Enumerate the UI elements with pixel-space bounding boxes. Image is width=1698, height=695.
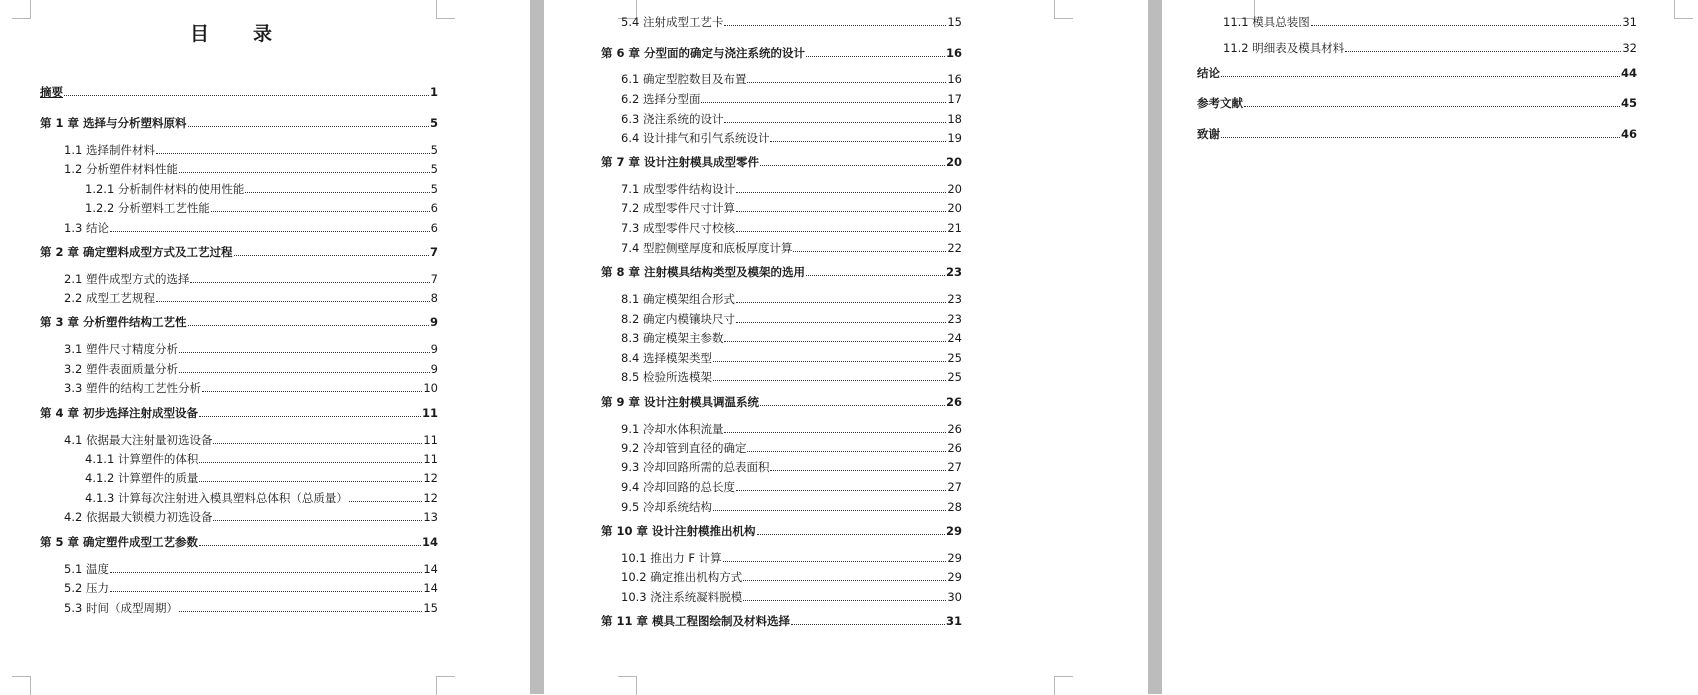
toc-dot-leader: [179, 372, 430, 373]
toc-entry-title: 参考文献: [1197, 96, 1243, 110]
toc-section-entry[interactable]: [85, 471, 438, 485]
toc-section-entry[interactable]: [621, 570, 962, 584]
toc-chapter-entry[interactable]: [601, 614, 962, 628]
toc-page-number: 20: [947, 201, 962, 215]
toc-page-number: 23: [945, 265, 962, 279]
crop-mark: [436, 0, 455, 19]
toc-section-entry[interactable]: [64, 562, 438, 576]
toc-dot-leader: [156, 153, 430, 154]
toc-page-number: 25: [947, 351, 962, 365]
toc-chapter-entry[interactable]: [601, 46, 962, 60]
toc-page-number: 5: [430, 182, 438, 196]
toc-chapter-entry[interactable]: [601, 395, 962, 409]
toc-section-entry[interactable]: [621, 182, 962, 196]
toc-page-number: 12: [423, 491, 438, 505]
toc-page-number: 29: [947, 570, 962, 584]
crop-mark: [1054, 0, 1073, 19]
toc-dot-leader: [188, 126, 429, 127]
toc-entry-title: 10.1 推出力 F 计算: [621, 551, 722, 565]
toc-dot-leader: [64, 95, 429, 96]
toc-entry-title: 1.2.1 分析制件材料的使用性能: [85, 182, 245, 196]
toc-page-number: 24: [947, 331, 962, 345]
toc-dot-leader: [202, 391, 422, 392]
toc-entry-title: 6.4 设计排气和引气系统设计: [621, 131, 770, 145]
toc-section-entry[interactable]: [64, 272, 438, 286]
toc-entry-title: 11.1 模具总装图: [1223, 15, 1310, 29]
toc-page-number: 29: [947, 551, 962, 565]
toc-dot-leader: [110, 572, 422, 573]
toc-entry-title: 10.2 确定推出机构方式: [621, 570, 743, 584]
document-page-3: [1162, 0, 1698, 694]
toc-page-number: 10: [423, 381, 438, 395]
toc-entry-title: 2.1 塑件成型方式的选择: [64, 272, 190, 286]
toc-section-entry[interactable]: [85, 491, 438, 505]
toc-page-number: 9: [430, 362, 438, 376]
toc-section-entry[interactable]: [621, 131, 962, 145]
toc-entry-title: 8.2 确定内模镶块尺寸: [621, 312, 735, 326]
toc-entry-title: 1.2.2 分析塑料工艺性能: [85, 201, 210, 215]
toc-entry-title: 8.1 确定模架组合形式: [621, 292, 735, 306]
toc-dot-leader: [213, 520, 422, 521]
toc-dot-leader: [179, 611, 422, 612]
toc-page-number: 7: [429, 245, 438, 259]
toc-page-number: 28: [947, 500, 962, 514]
toc-entry-title: 4.2 依据最大锁模力初选设备: [64, 510, 213, 524]
toc-page-number: 5: [430, 162, 438, 176]
toc-page-number: 1: [429, 85, 438, 99]
toc-section-entry[interactable]: [85, 182, 438, 196]
toc-dot-leader: [736, 192, 946, 193]
toc-dot-leader: [1244, 106, 1620, 107]
toc-page-number: 7: [430, 272, 438, 286]
toc-section-entry[interactable]: [1223, 15, 1637, 29]
toc-entry-title: 6.1 确定型腔数目及布置: [621, 72, 747, 86]
toc-entry-title: 第 1 章 选择与分析塑料原料: [40, 116, 187, 130]
toc-chapter-entry[interactable]: [40, 406, 438, 420]
toc-dot-leader: [179, 172, 430, 173]
toc-entry-title: 7.1 成型零件结构设计: [621, 182, 735, 196]
toc-entry-title: 5.1 温度: [64, 562, 109, 576]
toc-page-number: 17: [947, 92, 962, 106]
toc-section-entry[interactable]: [621, 201, 962, 215]
toc-section-entry[interactable]: [621, 370, 962, 384]
toc-section-entry[interactable]: [621, 331, 962, 345]
toc-page-number: 18: [947, 112, 962, 126]
toc-entry-title: 4.1.3 计算每次注射进入模具塑料总体积（总质量）: [85, 491, 348, 505]
toc-entry-title: 第 3 章 分析塑件结构工艺性: [40, 315, 187, 329]
toc-dot-leader: [806, 275, 945, 276]
toc-page-number: 44: [1620, 66, 1637, 80]
toc-page-number: 31: [945, 614, 962, 628]
toc-entry-title: 7.2 成型零件尺寸计算: [621, 201, 735, 215]
toc-dot-leader: [724, 122, 946, 123]
toc-chapter-entry[interactable]: [601, 524, 962, 538]
toc-chapter-entry[interactable]: [1197, 127, 1637, 141]
toc-section-entry[interactable]: [64, 162, 438, 176]
toc-page-number: 13: [423, 510, 438, 524]
toc-entry-title: 2.2 成型工艺规程: [64, 291, 155, 305]
crop-mark: [1054, 676, 1073, 695]
toc-page-number: 21: [947, 221, 962, 235]
toc-page-number: 27: [947, 480, 962, 494]
toc-dot-leader: [747, 451, 946, 452]
toc-dot-leader: [199, 481, 422, 482]
toc-dot-leader: [770, 141, 946, 142]
toc-page-number: 14: [421, 535, 438, 549]
toc-section-entry[interactable]: [621, 72, 962, 86]
toc-entry-title: 第 4 章 初步选择注射成型设备: [40, 406, 199, 420]
toc-entry-title: 4.1.1 计算塑件的体积: [85, 452, 199, 466]
toc-section-entry[interactable]: [621, 441, 962, 455]
toc-section-entry[interactable]: [85, 452, 438, 466]
toc-section-entry[interactable]: [64, 362, 438, 376]
toc-page-number: 22: [947, 241, 962, 255]
toc-dot-leader: [724, 432, 946, 433]
toc-dot-leader: [793, 251, 946, 252]
toc-page-number: 14: [423, 581, 438, 595]
toc-section-entry[interactable]: [64, 601, 438, 615]
toc-page-number: 26: [947, 441, 962, 455]
toc-entry-title: 9.4 冷却回路的总长度: [621, 480, 735, 494]
toc-page-number: 19: [947, 131, 962, 145]
toc-entry-title: 第 7 章 设计注射模具成型零件: [601, 155, 760, 169]
toc-section-entry[interactable]: [621, 15, 962, 29]
toc-dot-leader: [1221, 76, 1620, 77]
toc-dot-leader: [245, 192, 429, 193]
toc-section-entry[interactable]: [621, 92, 962, 106]
toc-dot-leader: [713, 510, 946, 511]
toc-entry-title: 10.3 浇注系统凝料脱模: [621, 590, 743, 604]
toc-dot-leader: [724, 341, 946, 342]
toc-entry-title: 11.2 明细表及模具材料: [1223, 41, 1345, 55]
toc-dot-leader: [234, 255, 429, 256]
toc-dot-leader: [213, 443, 422, 444]
toc-entry-title: 第 8 章 注射模具结构类型及模架的选用: [601, 265, 806, 279]
toc-dot-leader: [199, 416, 421, 417]
toc-entry-title: 1.2 分析塑件材料性能: [64, 162, 178, 176]
toc-dot-leader: [806, 56, 945, 57]
toc-page-number: 14: [423, 562, 438, 576]
toc-page-number: 30: [947, 590, 962, 604]
toc-page-number: 9: [430, 342, 438, 356]
toc-dot-leader: [747, 82, 946, 83]
toc-dot-leader: [713, 361, 946, 362]
toc-section-entry[interactable]: [64, 221, 438, 235]
toc-dot-leader: [736, 322, 946, 323]
toc-entry-title: 5.4 注射成型工艺卡: [621, 15, 724, 29]
crop-mark: [12, 0, 31, 19]
toc-entry-title: 第 9 章 设计注射模具调温系统: [601, 395, 760, 409]
toc-page-number: 16: [947, 72, 962, 86]
toc-entry-title: 3.2 塑件表面质量分析: [64, 362, 178, 376]
page-gap-left: [530, 0, 544, 694]
toc-dot-leader: [713, 380, 946, 381]
toc-page-number: 27: [947, 460, 962, 474]
toc-section-entry[interactable]: [85, 201, 438, 215]
toc-section-entry[interactable]: [621, 112, 962, 126]
toc-dot-leader: [110, 231, 430, 232]
toc-page-number: 6: [430, 221, 438, 235]
toc-dot-leader: [736, 302, 946, 303]
crop-mark: [12, 676, 31, 695]
toc-chapter-entry[interactable]: [601, 265, 962, 279]
toc-dot-leader: [743, 580, 946, 581]
toc-chapter-entry[interactable]: [40, 116, 438, 130]
toc-entry-title: 5.3 时间（成型周期）: [64, 601, 178, 615]
toc-entry-title: 第 11 章 模具工程图绘制及材料选择: [601, 614, 791, 628]
toc-page-number: 45: [1620, 96, 1637, 110]
toc-section-entry[interactable]: [621, 422, 962, 436]
toc-chapter-entry[interactable]: [40, 315, 438, 329]
toc-dot-leader: [791, 624, 945, 625]
toc-page-number: 11: [421, 406, 438, 420]
toc-page-number: 15: [947, 15, 962, 29]
toc-chapter-entry[interactable]: [40, 85, 438, 99]
crop-mark: [436, 676, 455, 695]
toc-entry-title: 8.4 选择模架类型: [621, 351, 712, 365]
toc-entry-title: 9.3 冷却回路所需的总表面积: [621, 460, 770, 474]
toc-entry-title: 第 2 章 确定塑料成型方式及工艺过程: [40, 245, 233, 259]
toc-page-number: 11: [423, 452, 438, 466]
toc-dot-leader: [190, 282, 429, 283]
toc-dot-leader: [110, 591, 422, 592]
toc-entry-title: 3.1 塑件尺寸精度分析: [64, 342, 178, 356]
toc-page-number: 25: [947, 370, 962, 384]
toc-entry-title: 5.2 压力: [64, 581, 109, 595]
toc-dot-leader: [179, 352, 430, 353]
toc-page-number: 9: [429, 315, 438, 329]
toc-page-number: 5: [430, 143, 438, 157]
toc-dot-leader: [156, 301, 430, 302]
toc-dot-leader: [199, 462, 422, 463]
toc-section-entry[interactable]: [621, 312, 962, 326]
toc-section-entry[interactable]: [64, 342, 438, 356]
toc-page-number: 20: [947, 182, 962, 196]
toc-section-entry[interactable]: [621, 460, 962, 474]
toc-chapter-entry[interactable]: [40, 535, 438, 549]
toc-entry-title: 1.1 选择制件材料: [64, 143, 155, 157]
toc-dot-leader: [743, 600, 946, 601]
toc-dot-leader: [736, 211, 946, 212]
toc-page-number: 23: [947, 292, 962, 306]
toc-entry-title: 6.3 浇注系统的设计: [621, 112, 724, 126]
toc-entry-title: 第 5 章 确定塑件成型工艺参数: [40, 535, 199, 549]
toc-section-entry[interactable]: [621, 500, 962, 514]
toc-entry-title: 摘要: [40, 85, 63, 99]
toc-entry-title: 8.5 检验所选模架: [621, 370, 712, 384]
toc-entry-title: 1.3 结论: [64, 221, 109, 235]
toc-section-entry[interactable]: [64, 433, 438, 447]
toc-entry-title: 第 6 章 分型面的确定与浇注系统的设计: [601, 46, 806, 60]
toc-section-entry[interactable]: [621, 351, 962, 365]
document-page-1: [0, 0, 530, 694]
toc-page-number: 12: [423, 471, 438, 485]
toc-section-entry[interactable]: [621, 590, 962, 604]
toc-entry-title: 7.4 型腔侧壁厚度和底板厚度计算: [621, 241, 793, 255]
toc-page-number: 11: [423, 433, 438, 447]
toc-dot-leader: [1345, 51, 1621, 52]
toc-section-entry[interactable]: [621, 241, 962, 255]
toc-entry-title: 9.5 冷却系统结构: [621, 500, 712, 514]
toc-dot-leader: [701, 102, 946, 103]
toc-dot-leader: [211, 211, 430, 212]
toc-page-number: 31: [1622, 15, 1637, 29]
toc-entry-title: 4.1.2 计算塑件的质量: [85, 471, 199, 485]
toc-dot-leader: [736, 231, 946, 232]
toc-page-number: 46: [1620, 127, 1637, 141]
toc-section-entry[interactable]: [64, 581, 438, 595]
toc-page-number: 16: [945, 46, 962, 60]
crop-mark: [1674, 0, 1693, 19]
toc-page-number: 15: [423, 601, 438, 615]
toc-chapter-entry[interactable]: [40, 245, 438, 259]
toc-entry-title: 致谢: [1197, 127, 1220, 141]
toc-section-entry[interactable]: [621, 480, 962, 494]
toc-page-number: 23: [947, 312, 962, 326]
toc-entry-title: 6.2 选择分型面: [621, 92, 701, 106]
toc-section-entry[interactable]: [621, 221, 962, 235]
toc-dot-leader: [349, 501, 422, 502]
toc-section-entry[interactable]: [621, 551, 962, 565]
toc-chapter-entry[interactable]: [1197, 96, 1637, 110]
toc-page-number: 32: [1622, 41, 1637, 55]
toc-page-number: 6: [430, 201, 438, 215]
crop-mark: [618, 676, 637, 695]
toc-entry-title: 8.3 确定模架主参数: [621, 331, 724, 345]
toc-dot-leader: [188, 325, 429, 326]
toc-entry-title: 第 10 章 设计注射模推出机构: [601, 524, 756, 538]
toc-dot-leader: [760, 405, 945, 406]
toc-section-entry[interactable]: [64, 381, 438, 395]
toc-page-number: 26: [947, 422, 962, 436]
toc-dot-leader: [1221, 137, 1620, 138]
toc-page-number: 5: [429, 116, 438, 130]
toc-entry-title: 3.3 塑件的结构工艺性分析: [64, 381, 201, 395]
toc-page-number: 26: [945, 395, 962, 409]
toc-dot-leader: [736, 490, 946, 491]
toc-entry-title: 结论: [1197, 66, 1220, 80]
toc-dot-leader: [770, 470, 946, 471]
toc-dot-leader: [723, 561, 947, 562]
toc-page-number: 8: [430, 291, 438, 305]
toc-chapter-entry[interactable]: [601, 155, 962, 169]
toc-dot-leader: [724, 25, 946, 26]
toc-section-entry[interactable]: [64, 143, 438, 157]
toc-entry-title: 4.1 依据最大注射量初选设备: [64, 433, 213, 447]
toc-page-number: 20: [945, 155, 962, 169]
toc-section-entry[interactable]: [64, 291, 438, 305]
toc-title: 目 录: [190, 23, 275, 45]
toc-dot-leader: [199, 545, 421, 546]
toc-dot-leader: [1311, 25, 1622, 26]
document-page-2: [544, 0, 1148, 694]
page-gap-right: [1148, 0, 1162, 694]
toc-page-number: 29: [945, 524, 962, 538]
toc-entry-title: 9.2 冷却管到直径的确定: [621, 441, 747, 455]
toc-chapter-entry[interactable]: [1197, 66, 1637, 80]
toc-section-entry[interactable]: [621, 292, 962, 306]
toc-section-entry[interactable]: [1223, 41, 1637, 55]
toc-section-entry[interactable]: [64, 510, 438, 524]
toc-dot-leader: [760, 165, 945, 166]
toc-entry-title: 9.1 冷却水体积流量: [621, 422, 724, 436]
toc-entry-title: 7.3 成型零件尺寸校核: [621, 221, 735, 235]
toc-dot-leader: [757, 534, 945, 535]
